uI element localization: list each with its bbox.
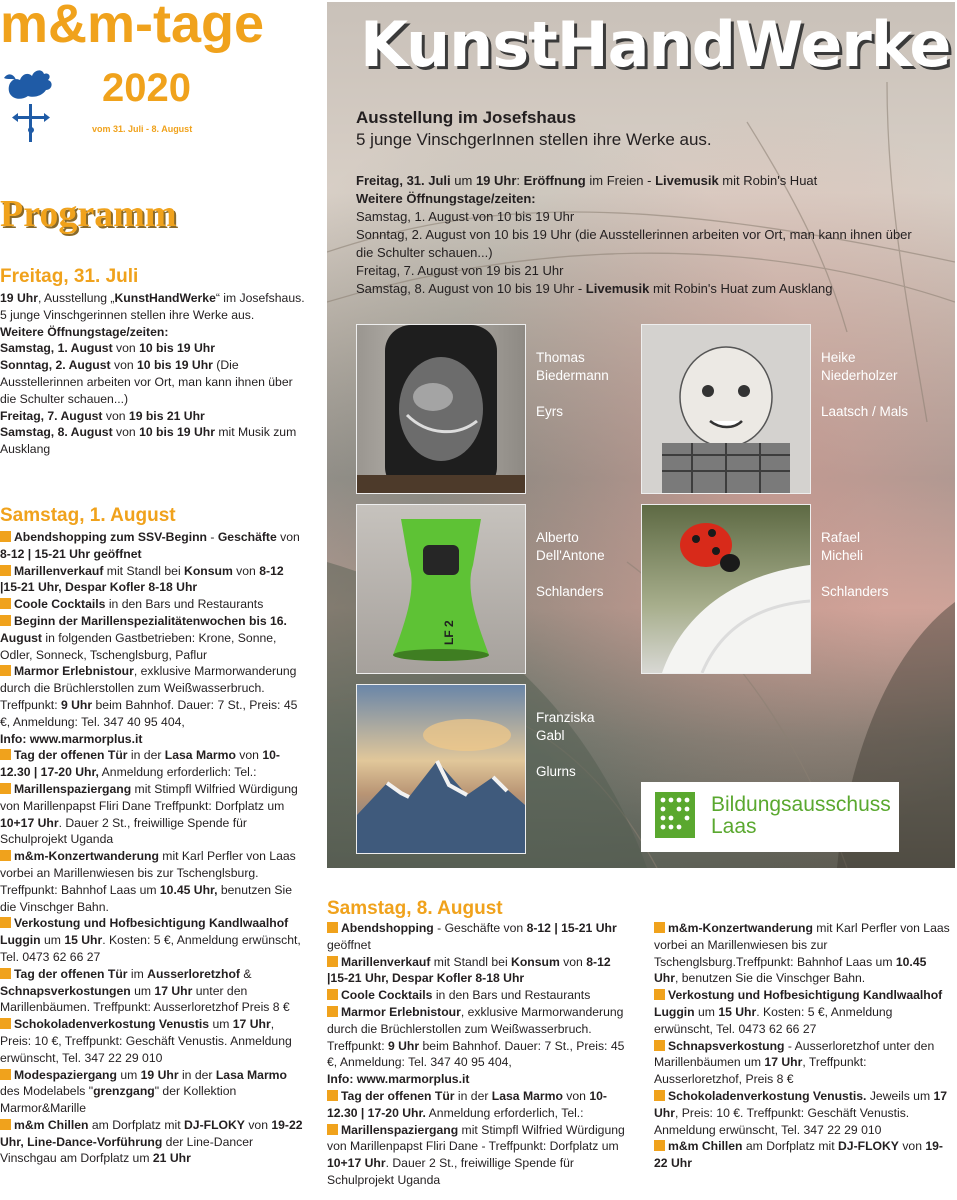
ladybug-photo-image [642,505,810,673]
rooster-weathervane-icon [2,64,60,144]
bullet-square-icon [0,531,11,542]
bullet-square-icon [654,1140,665,1151]
friday-line-5: Freitag, 7. August von 19 bis 21 Uhr [0,408,205,423]
bullet-square-icon [0,1018,11,1029]
artwork-tile-mountain-painting [356,684,526,854]
friday-line-4: Sonntag, 2. August von 10 bis 19 Uhr (Die Ausstellerinnen arbeiten vor Ort, man kann ihnen über die Schulter schauen...) [0,358,293,406]
marmorplus-link[interactable]: Info: www.marmorplus.it [327,1072,470,1087]
list-item: Coole Cocktails in den Bars und Restaurants [327,987,632,1004]
saturday8-column-left [327,920,632,1189]
artist-rafael: Rafael Micheli Schlanders [821,530,889,599]
list-item: m&m Chillen am Dorfplatz mit DJ-FLOKY von 19-22 Uhr, Line-Dance-Vorführung der Line-Dancer Vinschgau am Dorfplatz um 21 Uhr [0,1117,303,1166]
saturday8-column-right [654,920,954,1172]
list-item: Marillenverkauf mit Standl bei Konsum von 8-12 |15-21 Uhr, Despar Kofler 8-18 Uhr [327,954,611,986]
saturday1-heading: Samstag, 1. August [0,505,176,526]
list-item: Schokoladenverkostung Venustis. Jeweils um 17 Uhr, Preis: 10 €. Treffpunkt: Geschäft Venustis. Anmeldung erwünscht, Tel. 347 22 29 010 [654,1088,948,1137]
list-item: Marmor Erlebnistour, exklusive Marmorwanderung durch die Brüchlerstollen zum Weißwasserbruch. Treffpunkt: 9 Uhr beim Bahnhof. Dauer: 7 St., Preis: 45 €, Anmeldung: Tel. 347 40 95 404, Info: www.marmorplus.it [327,1004,625,1087]
list-item: Coole Cocktails in den Bars und Restaurants [0,596,306,613]
artist-thomas: Thomas Biedermann Eyrs [536,350,609,419]
bullet-square-icon [327,922,338,933]
bullet-square-icon [0,850,11,861]
artist-franziska: Franziska Gabl Glurns [536,710,595,779]
bag-label: LF 2 [442,620,456,645]
marmorplus-link[interactable]: Info: www.marmorplus.it [0,731,143,746]
bullet-square-icon [654,1040,665,1051]
logo-text: Bildungsausschuss Laas [711,793,891,838]
list-item: Verkostung und Hofbesichtigung Kandlwaalhof Luggin um 15 Uhr. Kosten: 5 €, Anmeldung erwünscht, Tel. 0473 62 66 27 [0,916,301,964]
list-item: Beginn der Marillenspezialitätenwochen bis 16. August in folgenden Gastbetrieben: Krone, Sonne, Odler, Sonneck, Tschenglsburg, Paflur [0,613,287,662]
list-item: Schnapsverkostung - Ausserloretzhof unter den Marillenbäumen um 17 Uhr, Treffpunkt: Ausserloretzhof, Preis 8 € [654,1038,935,1087]
portrait-artwork-image [357,325,525,493]
friday-line-1: 19 Uhr, Ausstellung „KunstHandWerke“ im Josefshaus. 5 junge Vinschgerinnen stellen ihre Werke aus. [0,291,305,322]
poster-title: KunstHandWerke [360,8,951,81]
bullet-square-icon [0,1119,11,1130]
artwork-tile-ladybug [641,504,811,674]
friday-line-3: Samstag, 1. August von 10 bis 19 Uhr [0,341,215,356]
list-item: Abendshopping - Geschäfte von 8-12 | 15-21 Uhr geöffnet [327,921,617,952]
event-year: 2020 [102,66,191,110]
artist-heike: Heike Niederholzer Laatsch / Mals [821,350,909,419]
dot-grid-logo-icon [655,792,703,842]
saturday1-section [0,505,306,1167]
exhibition-poster [327,2,955,868]
mountain-painting-image [357,685,525,853]
list-item: Tag der offenen Tür in der Lasa Marmo von 10-12.30 | 17-20 Uhr, Anmeldung erforderlich: Tel.: [0,748,280,780]
bullet-square-icon [0,968,11,979]
bullet-square-icon [0,615,11,626]
artwork-tile-portrait-board [356,324,526,494]
bullet-square-icon [0,565,11,576]
list-item: Modespaziergang um 19 Uhr in der Lasa Marmo des Modelabels "grenzgang" der Kollektion Marmor&Marille [0,1067,287,1116]
list-item: Marillenspaziergang mit Stimpfl Wilfried Würdigung von Marillenpapst Fliri Dane - Treffpunkt: Dorfplatz um 10+17 Uhr. Dauer 2 St., freiwillige Spende für Schulprojekt Uganda [327,1122,625,1187]
list-item: m&m Chillen am Dorfplatz mit DJ-FLOKY von 19-22 Uhr [654,1139,943,1171]
list-item: Schokoladenverkostung Venustis um 17 Uhr, Preis: 10 €, Treffpunkt: Geschäft Venustis. Anmeldung erwünscht, Tel. 347 22 29 010 [0,1017,292,1065]
programm-heading: Programm [0,193,177,235]
list-item: Tag der offenen Tür in der Lasa Marmo von 10-12.30 | 17-20 Uhr. Anmeldung erforderlich, Tel.: [327,1088,607,1120]
bullet-square-icon [0,749,11,760]
bullet-square-icon [327,1090,338,1101]
bullet-square-icon [0,598,11,609]
bullet-square-icon [0,665,11,676]
green-bag-image [357,505,525,673]
bullet-square-icon [0,783,11,794]
bullet-square-icon [327,1124,338,1135]
list-item: m&m-Konzertwanderung mit Karl Perfler von Laas vorbei an Marillenwiesen bis zur Tschenglsburg. Treffpunkt: Bahnhof Laas um 10.45 Uhr, benutzen Sie die Vinschger Bahn. [0,849,296,914]
friday-line-6: Samstag, 8. August von 10 bis 19 Uhr mit Musik zum Ausklang [0,425,297,457]
bullet-square-icon [327,1006,338,1017]
event-brand-title: m&m-tage [0,0,265,54]
poster-description: 5 junge VinschgerInnen stellen ihre Werke aus. [356,130,712,149]
child-drawing-image [642,325,810,493]
friday-section [0,266,306,458]
bullet-square-icon [654,989,665,1000]
bildungsausschuss-logo [641,782,899,852]
bullet-square-icon [0,1069,11,1080]
bullet-square-icon [327,956,338,967]
list-item: Marillenverkauf mit Standl bei Konsum von 8-12 |15-21 Uhr, Despar Kofler 8-18 Uhr [0,563,284,595]
friday-line-2: Weitere Öffnungstage/zeiten: [0,324,169,339]
bullet-square-icon [0,917,11,928]
list-item: Marillenspaziergang mit Stimpfl Wilfried Würdigung von Marillenpapst Fliri Dane Treffpunkt: Dorfplatz um 10+17 Uhr. Dauer 2 St., freiwillige Spende für Schulprojekt Uganda [0,781,298,847]
poster-schedule: Freitag, 31. Juli um 19 Uhr: Eröffnung im Freien - Livemusik mit Robin's Huat Weitere Öffnungstage/zeiten: Samstag, 1. August von 10 bis 19 Uhr Sonntag, 2. August von 10 bis 19 Uhr (die Ausstellerinnen arbeiten vor Ort, man kann ihnen über die Schulter schauen...) Freitag, 7. August von 19 bis 21 Uhr Samstag, 8. August von 10 bis 19 Uhr - Livemusik mit Robin's Huat zum Ausklang [356,173,912,296]
list-item: Tag der offenen Tür im Ausserloretzhof & Schnapsverkostungen um 17 Uhr unter den Marillenbäumen. Treffpunkt: Ausserloretzhof Preis 8 € [0,966,290,1015]
list-item: Marmor Erlebnistour, exklusive Marmorwanderung durch die Brüchlerstollen zum Weißwasserbruch. Treffpunkt: 9 Uhr beim Bahnhof. Dauer: 7 St., Preis: 45 €, Anmeldung: Tel. 347 40 95 404, Info: www.marmorplus.it [0,664,298,746]
list-item: Verkostung und Hofbesichtigung Kandlwaalhof Luggin um 15 Uhr. Kosten: 5 €, Anmeldung erwünscht, Tel. 0473 62 66 27 [654,988,943,1036]
bullet-square-icon [327,989,338,1000]
artist-alberto: Alberto Dell'Antone Schlanders [536,530,605,599]
friday-heading: Freitag, 31. Juli [0,266,139,287]
list-item: m&m-Konzertwanderung mit Karl Perfler von Laas vorbei an Marillenwiesen bis zur Tschenglsburg.Treffpunkt: Bahnhof Laas um 10.45 Uhr, benutzen Sie die Vinschger Bahn. [654,921,950,986]
list-item: Abendshopping zum SSV-Beginn - Geschäfte von 8-12 | 15-21 Uhr geöffnet [0,530,300,561]
event-dates: vom 31. Juli - 8. August [92,124,193,134]
bullet-square-icon [654,1090,665,1101]
artwork-tile-child-drawing [641,324,811,494]
saturday8-heading: Samstag, 8. August [327,898,503,919]
bullet-square-icon [654,922,665,933]
poster-subtitle: Ausstellung im Josefshaus [356,108,577,127]
artwork-tile-green-bag [356,504,526,674]
